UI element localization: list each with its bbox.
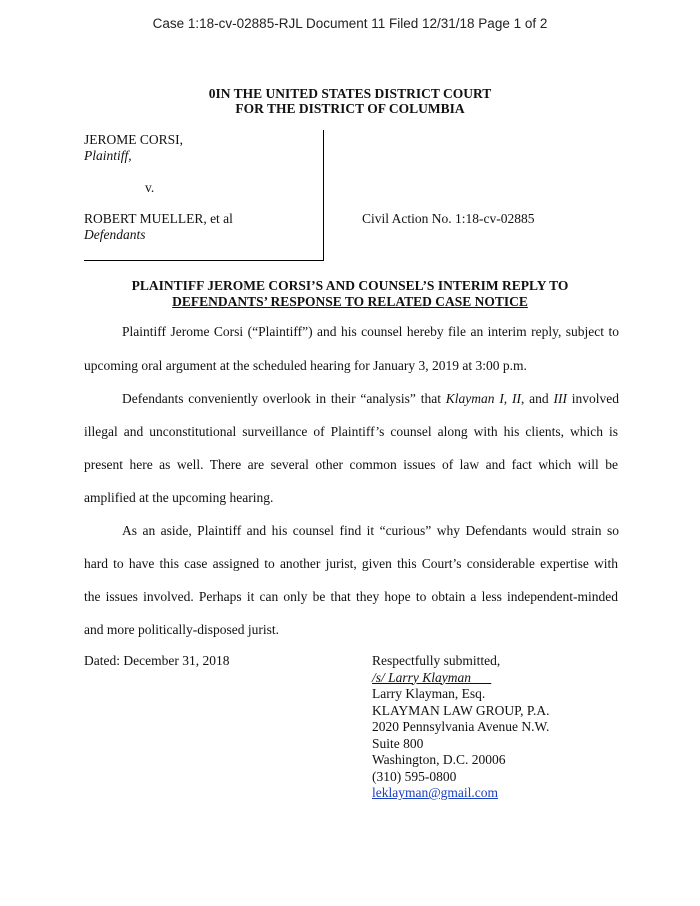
- paragraph-3-line-1: As an aside, Plaintiff and his counsel find it “curious” why Defendants would strain so: [122, 523, 619, 538]
- caption-divider-horizontal: [84, 260, 324, 261]
- plaintiff-name: JEROME CORSI,: [84, 132, 184, 147]
- signature-firm: KLAYMAN LAW GROUP, P.A.: [372, 702, 550, 718]
- paragraph-2-line-3: present here as well. There are several other common issues of law and fact which will be: [84, 457, 618, 472]
- paragraph-2-line-2: illegal and unconstitutional surveillance of Plaintiff’s counsel along with his clients, which is: [84, 424, 618, 439]
- signature-city: Washington, D.C. 20006: [372, 752, 506, 767]
- civil-action-number: Civil Action No. 1:18-cv-02885: [362, 211, 535, 226]
- document-title-line-2-text: DEFENDANTS’ RESPONSE TO RELATED CASE NOTICE: [172, 294, 528, 309]
- p2-text-a: Defendants conveniently overlook in their “analysis” that: [122, 391, 446, 406]
- signature-block: [372, 653, 549, 802]
- dated-line: Dated: December 31, 2018: [84, 653, 230, 668]
- caption-divider-vertical: [323, 130, 324, 260]
- signature-street: 2020 Pennsylvania Avenue N.W.: [372, 719, 550, 734]
- plaintiff-role: Plaintiff,: [84, 148, 132, 163]
- p2-case-citation-iii: III: [553, 391, 567, 406]
- paragraph-1-line-2: upcoming oral argument at the scheduled hearing for January 3, 2019 at 3:00 p.m.: [84, 358, 527, 373]
- paragraph-3-line-3: the issues involved. Perhaps it can only be that they hope to obtain a less independent-minded: [84, 589, 618, 604]
- defendant-role: Defendants: [84, 227, 146, 242]
- document-title-line-2: [0, 294, 700, 310]
- signature-name: Larry Klayman, Esq.: [372, 686, 486, 701]
- paragraph-2-line-4: amplified at the upcoming hearing.: [84, 490, 274, 505]
- signature-phone: (310) 595-0800: [372, 768, 457, 784]
- court-name-line-1: 0IN THE UNITED STATES DISTRICT COURT: [208, 86, 492, 101]
- paragraph-1-line-1: Plaintiff Jerome Corsi (“Plaintiff”) and his counsel hereby file an interim reply, subject to: [122, 324, 619, 339]
- p2-text-e: involved: [566, 391, 619, 406]
- court-name-line-2: FOR THE DISTRICT OF COLUMBIA: [235, 101, 465, 116]
- p2-case-citation: Klayman I, II: [445, 391, 521, 406]
- document-title-line-1: PLAINTIFF JEROME CORSI’S AND COUNSEL’S INTERIM REPLY TO: [131, 278, 569, 293]
- signature-s-line: [372, 670, 549, 687]
- paragraph-3-line-2: hard to have this case assigned to another jurist, given this Court’s considerable expertise with: [84, 556, 618, 571]
- defendant-name: ROBERT MUELLER, et al: [84, 211, 233, 226]
- paragraph-3-line-4: and more politically-disposed jurist.: [84, 622, 279, 637]
- versus: v.: [145, 180, 155, 195]
- p2-text-c: , and: [520, 391, 554, 406]
- signature-closing: Respectfully submitted,: [372, 653, 501, 668]
- paragraph-2-line-1: [122, 391, 619, 407]
- court-filing-stamp: Case 1:18-cv-02885-RJL Document 11 Filed 12/31/18 Page 1 of 2: [152, 16, 548, 31]
- signature-suite: Suite 800: [372, 735, 424, 751]
- signature-email-link[interactable]: leklayman@gmail.com: [372, 785, 499, 800]
- signature-s-line-text: /s/ Larry Klayman: [372, 669, 472, 685]
